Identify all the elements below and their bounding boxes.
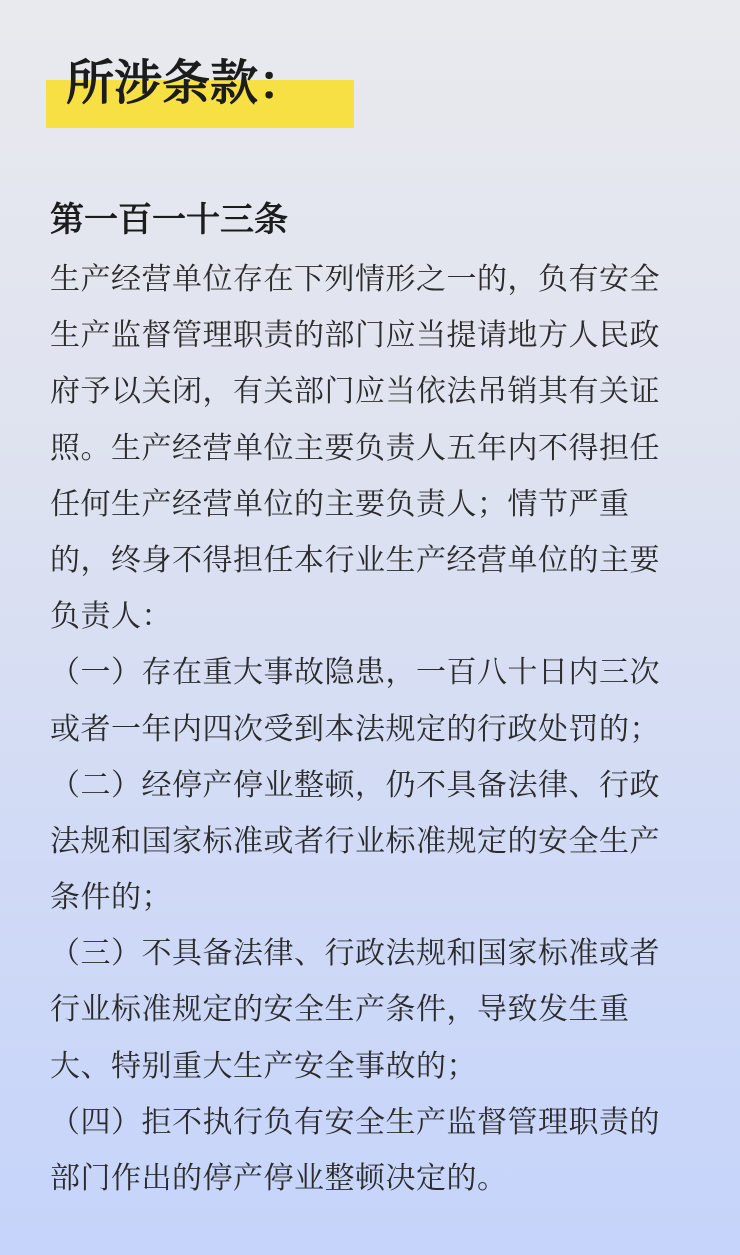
- article-line: 府予以关闭，有关部门应当依法吊销其有关证: [50, 374, 660, 410]
- clause-3-line: 大、特别重大生产安全事故的；: [50, 1048, 477, 1084]
- clause-2-line: （二）经停产停业整顿，仍不具备法律、行政: [50, 767, 660, 803]
- clause-2-line: 法规和国家标准或者行业标准规定的安全生产: [50, 823, 660, 859]
- section-heading-text: 所涉条款：: [66, 55, 307, 111]
- clause-1-line: （一）存在重大事故隐患，一百八十日内三次: [50, 655, 660, 691]
- article-line: 任何生产经营单位的主要负责人；情节严重: [50, 486, 630, 522]
- clause-2-line: 条件的；: [50, 880, 172, 916]
- article-line: 负责人：: [50, 599, 172, 635]
- article-line: 生产监督管理职责的部门应当提请地方人民政: [50, 318, 660, 354]
- clause-4-line: （四）拒不执行负有安全生产监督管理职责的: [50, 1104, 660, 1140]
- clause-3-line: （三）不具备法律、行政法规和国家标准或者: [50, 936, 660, 972]
- article-line: 的，终身不得担任本行业生产经营单位的主要: [50, 542, 660, 578]
- article-line: 生产经营单位存在下列情形之一的，负有安全: [50, 262, 660, 297]
- clause-1-line: 或者一年内四次受到本法规定的行政处罚的；: [50, 711, 660, 747]
- clause-3-line: 行业标准规定的安全生产条件，导致发生重: [50, 992, 630, 1028]
- article-line: 照。生产经营单位主要负责人五年内不得担任: [50, 430, 660, 466]
- article-title: 第一百一十三条: [50, 200, 288, 240]
- article-body: [50, 252, 700, 1207]
- clause-4-line: 部门作出的停产停业整顿决定的。: [50, 1161, 508, 1196]
- section-heading: [46, 50, 354, 128]
